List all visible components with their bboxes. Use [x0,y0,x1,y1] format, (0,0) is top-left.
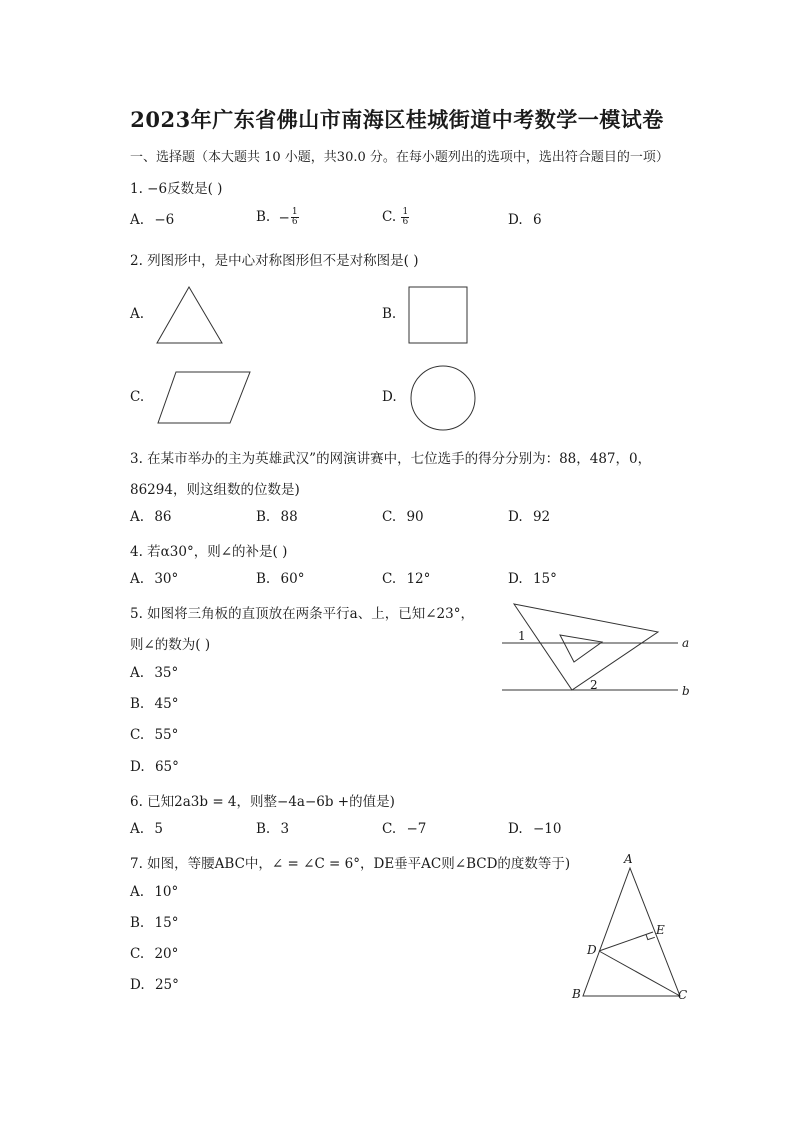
point-e-label: E [656,923,665,937]
line-a-label: a [682,636,690,650]
q4-option-d-text: 15° [532,571,557,587]
circle-figure [408,363,478,433]
question-3-stem-line1: 3. 在某市举办的主为英雄武汉”的网演讲赛中，七位选手的得分分别为：88，487，0， [130,451,652,467]
q2-option-a-label: A. [130,306,145,322]
q1-option-d [508,212,542,228]
set-square-figure [498,600,708,700]
q6-option-d-text: −10 [532,821,562,837]
q1-option-a-label: A. [130,212,145,228]
page-title: 2023年广东省佛山市南海区桂城街道中考数学一模试卷 [130,107,664,132]
q7-option-d [130,977,179,993]
q5-option-d-label: D. [130,759,145,775]
line-b-label: b [682,684,690,698]
q6-option-c [382,821,426,837]
question-2-stem: 2. 列图形中，是中心对称图形但不是对称图是( ) [130,253,419,269]
q6-option-c-text: −7 [406,821,427,837]
q7-option-c-label: C. [130,946,145,962]
q1-option-a-text: −6 [154,212,175,228]
segment-de [599,932,653,951]
q3-option-c [382,509,424,525]
angle-1-label: 1 [518,629,526,643]
vertex-b-label: B [572,987,581,1001]
section-header: 一、选择题（本大题共 10 小题，共30.0 分。在每小题列出的选项中，选出符合题目的一项） [130,150,669,165]
q5-option-a-label: A. [130,665,145,681]
q5-option-c-text: 55° [154,727,179,743]
q7-option-c [130,946,178,962]
q4-option-a-label: A. [130,571,145,587]
q3-option-b [256,509,298,525]
question-7-stem: 7. 如图，等腰ABC中，∠ = ∠C = 6°，DE垂平AC则∠BCD的度数等于) [130,856,571,872]
q5-option-b-label: B. [130,696,145,712]
q1-option-b-text: − [278,209,290,226]
question-3-stem-line2: 86294，则这组数的位数是) [130,482,300,498]
q1-option-c-fraction: $\frac{1}{6}$ [402,207,409,227]
q3-option-a-label: A. [130,509,145,525]
vertex-c-label: C [678,988,688,1002]
q4-option-b [256,571,304,587]
segment-dc [599,951,680,996]
q6-option-a-text: 5 [154,821,163,837]
q4-option-a-text: 30° [154,571,179,587]
q7-option-b [130,915,178,931]
q6-option-b [256,821,289,837]
q1-option-c [382,208,409,227]
question-5-stem-line1: 5. 如图将三角板的直顶放在两条平行a、上，已知∠23°， [130,606,474,622]
q5-option-d [130,759,179,775]
q7-option-a-label: A. [130,884,145,900]
q3-option-a [130,509,172,525]
isosceles-triangle-figure [568,850,698,1005]
question-1-stem: 1. −6反数是( ) [130,181,223,197]
q1-option-c-label: C. [382,209,397,225]
q7-option-c-text: 20° [154,946,179,962]
q7-option-d-label: D. [130,977,145,993]
q3-option-d-label: D. [508,509,523,525]
q5-option-c [130,727,178,743]
q3-option-a-text: 86 [154,509,172,525]
q1-option-d-text: 6 [532,212,542,228]
q1-option-b-label: B. [256,209,271,225]
parallelogram-figure [156,370,252,426]
question-5-stem-line2: 则∠的数为( ) [130,637,211,653]
q3-option-d [508,509,550,525]
q4-option-d [508,571,557,587]
q4-option-c-text: 12° [406,571,431,587]
q3-option-c-label: C. [382,509,397,525]
q4-option-d-label: D. [508,571,523,587]
q7-option-a-text: 10° [154,884,179,900]
q4-option-b-label: B. [256,571,271,587]
q1-option-d-label: D. [508,212,523,228]
q4-option-c-label: C. [382,571,397,587]
q4-option-c [382,571,430,587]
q7-option-d-text: 25° [154,977,179,993]
q4-option-b-text: 60° [280,571,305,587]
q6-option-d [508,821,561,837]
square-figure [407,285,469,345]
q3-option-b-label: B. [256,509,271,525]
q2-option-c-label: C. [130,389,145,405]
q6-option-d-label: D. [508,821,523,837]
q5-option-c-label: C. [130,727,145,743]
q4-option-a [130,571,178,587]
q5-option-a [130,665,178,681]
q1-option-a [130,212,174,228]
set-square-outer [514,604,658,690]
q6-option-a-label: A. [130,821,145,837]
q6-option-b-label: B. [256,821,271,837]
triangle-abc [583,868,680,996]
question-4-stem: 4. 若α30°，则∠的补是( ) [130,544,288,560]
q2-option-d-label: D. [382,389,397,405]
q7-option-b-label: B. [130,915,145,931]
set-square-inner [560,635,602,662]
point-d-label: D [587,943,597,957]
q3-option-d-text: 92 [532,509,551,525]
question-6-stem: 6. 已知2a3b = 4，则整−4a−6b +的值是) [130,794,395,810]
q5-option-d-text: 65° [154,759,179,775]
q6-option-a [130,821,163,837]
q5-option-a-text: 35° [154,665,179,681]
q3-option-c-text: 90 [406,509,424,525]
q6-option-c-label: C. [382,821,397,837]
q1-option-b-fraction: $\frac{1}{6}$ [291,207,298,227]
q5-option-b-text: 45° [154,696,179,712]
q2-option-b-label: B. [382,306,397,322]
vertex-a-label: A [624,852,633,866]
right-angle-marker [646,935,655,940]
angle-2-label: 2 [590,678,598,692]
q7-option-b-text: 15° [154,915,179,931]
q7-option-a [130,884,178,900]
q5-option-b [130,696,178,712]
q3-option-b-text: 88 [280,509,298,525]
q6-option-b-text: 3 [280,821,290,837]
triangle-figure [155,285,225,345]
q1-option-b [256,208,299,227]
